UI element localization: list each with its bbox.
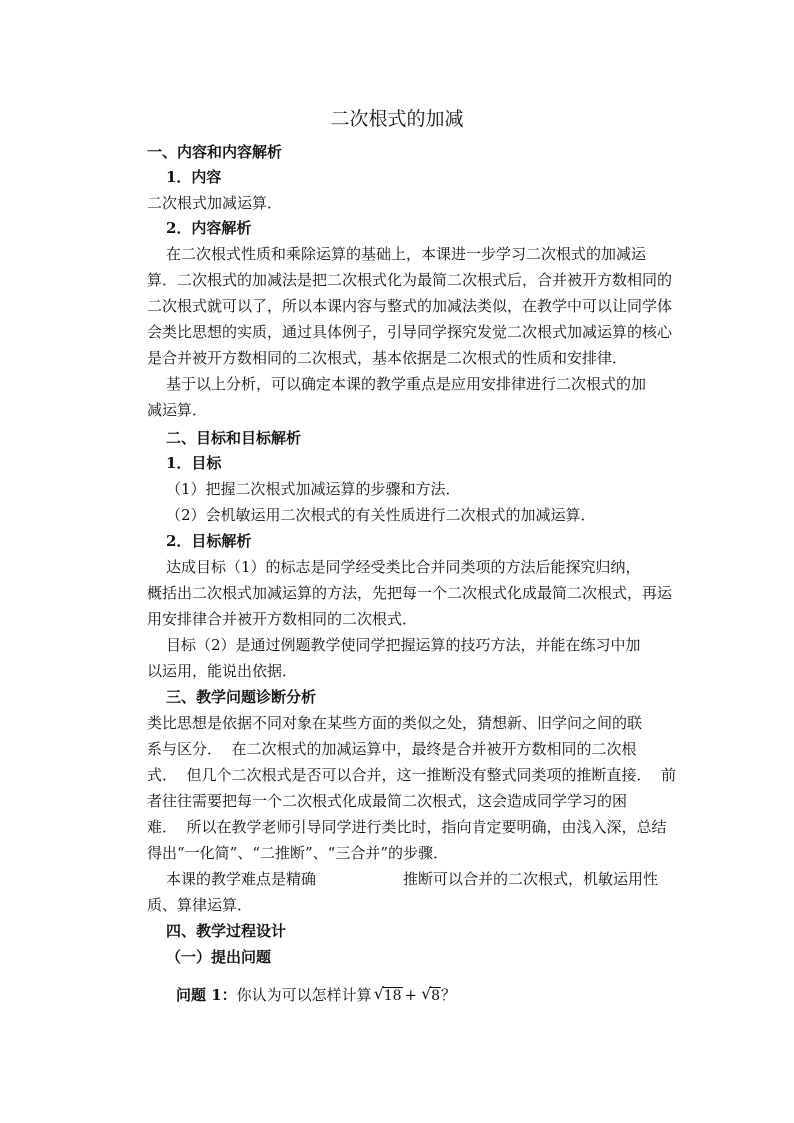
paragraph-line: 基于以上分析，可以确定本课的教学重点是应用安排律进行二次根式的加: [166, 375, 647, 393]
math-expression: [372, 986, 441, 1004]
section-2-sub-analysis: 2．目标解析: [166, 532, 252, 550]
paragraph-line: 得出“一化简”、“二推断”、“三合并”的步骤．: [147, 844, 449, 862]
paragraph-line: 类比思想是依据不同对象在某些方面的类似之处，猜想新、旧学问之间的联: [147, 714, 643, 732]
section-4-heading: 四、教学过程设计: [166, 922, 287, 940]
question-text: 你认为可以怎样计算: [236, 986, 372, 1004]
goal-item-1: （1）把握二次根式加减运算的步骤和方法．: [166, 480, 461, 498]
question-1: [176, 985, 456, 1005]
paragraph-line: 概括出二次根式加减运算的方法，先把每一个二次根式化成最简二次根式，再运: [147, 584, 673, 602]
paragraph-line-part: 推断可以合并的二次根式，机敏运用性: [403, 870, 659, 888]
paragraph-line-part: 本课的教学难点是精确: [166, 870, 317, 888]
section-1-content-text: 二次根式加减运算．: [147, 194, 283, 212]
page-title: 二次根式的加减: [330, 108, 464, 130]
paragraph-line: 在二次根式性质和乘除运算的基础上，本课进一步学习二次根式的加减运: [166, 245, 647, 263]
paragraph-line: 系与区分． 在二次根式的加减运算中，最终是合并被开方数相同的二次根: [147, 740, 637, 758]
paragraph-line: 是合并被开方数相同的二次根式，基本依据是二次根式的性质和安排律．: [147, 349, 628, 367]
paragraph-line: 二次根式就可以了，所以本课内容与整式的加减法类似，在教学中可以让同学体: [147, 297, 673, 315]
question-label: 问题 1：: [176, 986, 237, 1004]
sqrt-18: √ 18: [373, 984, 402, 1004]
paragraph-line: 减运算．: [147, 401, 208, 419]
paragraph-line: 难． 所以在教学老师引导同学进行类比时，指向肯定要明确，由浅入深，总结: [147, 818, 667, 836]
paragraph-line: 目标（2）是通过例题教学使同学把握运算的技巧方法，并能在练习中加: [166, 636, 641, 654]
section-1-sub-analysis: 2．内容解析: [166, 219, 252, 237]
paragraph-line: 用安排律合并被开方数相同的二次根式．: [147, 610, 418, 628]
section-4-sub-question: （一）提出问题: [166, 948, 272, 966]
paragraph-line: 者往往需要把每一个二次根式化成最简二次根式，这会造成同学学习的困: [147, 792, 628, 810]
paragraph-line: 算．二次根式的加减法是把二次根式化为最简二次根式后，合并被开方数相同的: [147, 271, 673, 289]
section-2-heading: 二、目标和目标解析: [166, 429, 302, 447]
question-mark: ？: [441, 986, 457, 1004]
section-2-sub-goal: 1．目标: [166, 454, 222, 472]
paragraph-line: 质、算律运算．: [147, 896, 253, 914]
section-1-sub-content: 1．内容: [166, 168, 222, 186]
paragraph-line: 达成目标（1）的标志是同学经受类比合并同类项的方法后能探究归纳，: [166, 558, 641, 576]
paragraph-line: 式． 但几个二次根式是否可以合并，这一推断没有整式同类项的推断直接． 前: [147, 766, 677, 784]
sqrt-8: √ 8: [421, 984, 441, 1004]
paragraph-line: 以运用，能说出依据．: [147, 662, 298, 680]
goal-item-2: （2）会机敏运用二次根式的有关性质进行二次根式的加减运算．: [166, 506, 596, 524]
section-3-heading: 三、教学问题诊断分析: [166, 688, 317, 706]
paragraph-line: 会类比思想的实质，通过具体例子，引导同学探究发觉二次根式加减运算的核心: [147, 323, 673, 341]
plus-sign: +: [404, 986, 418, 1004]
section-1-heading: 一、内容和内容解析: [147, 143, 283, 161]
